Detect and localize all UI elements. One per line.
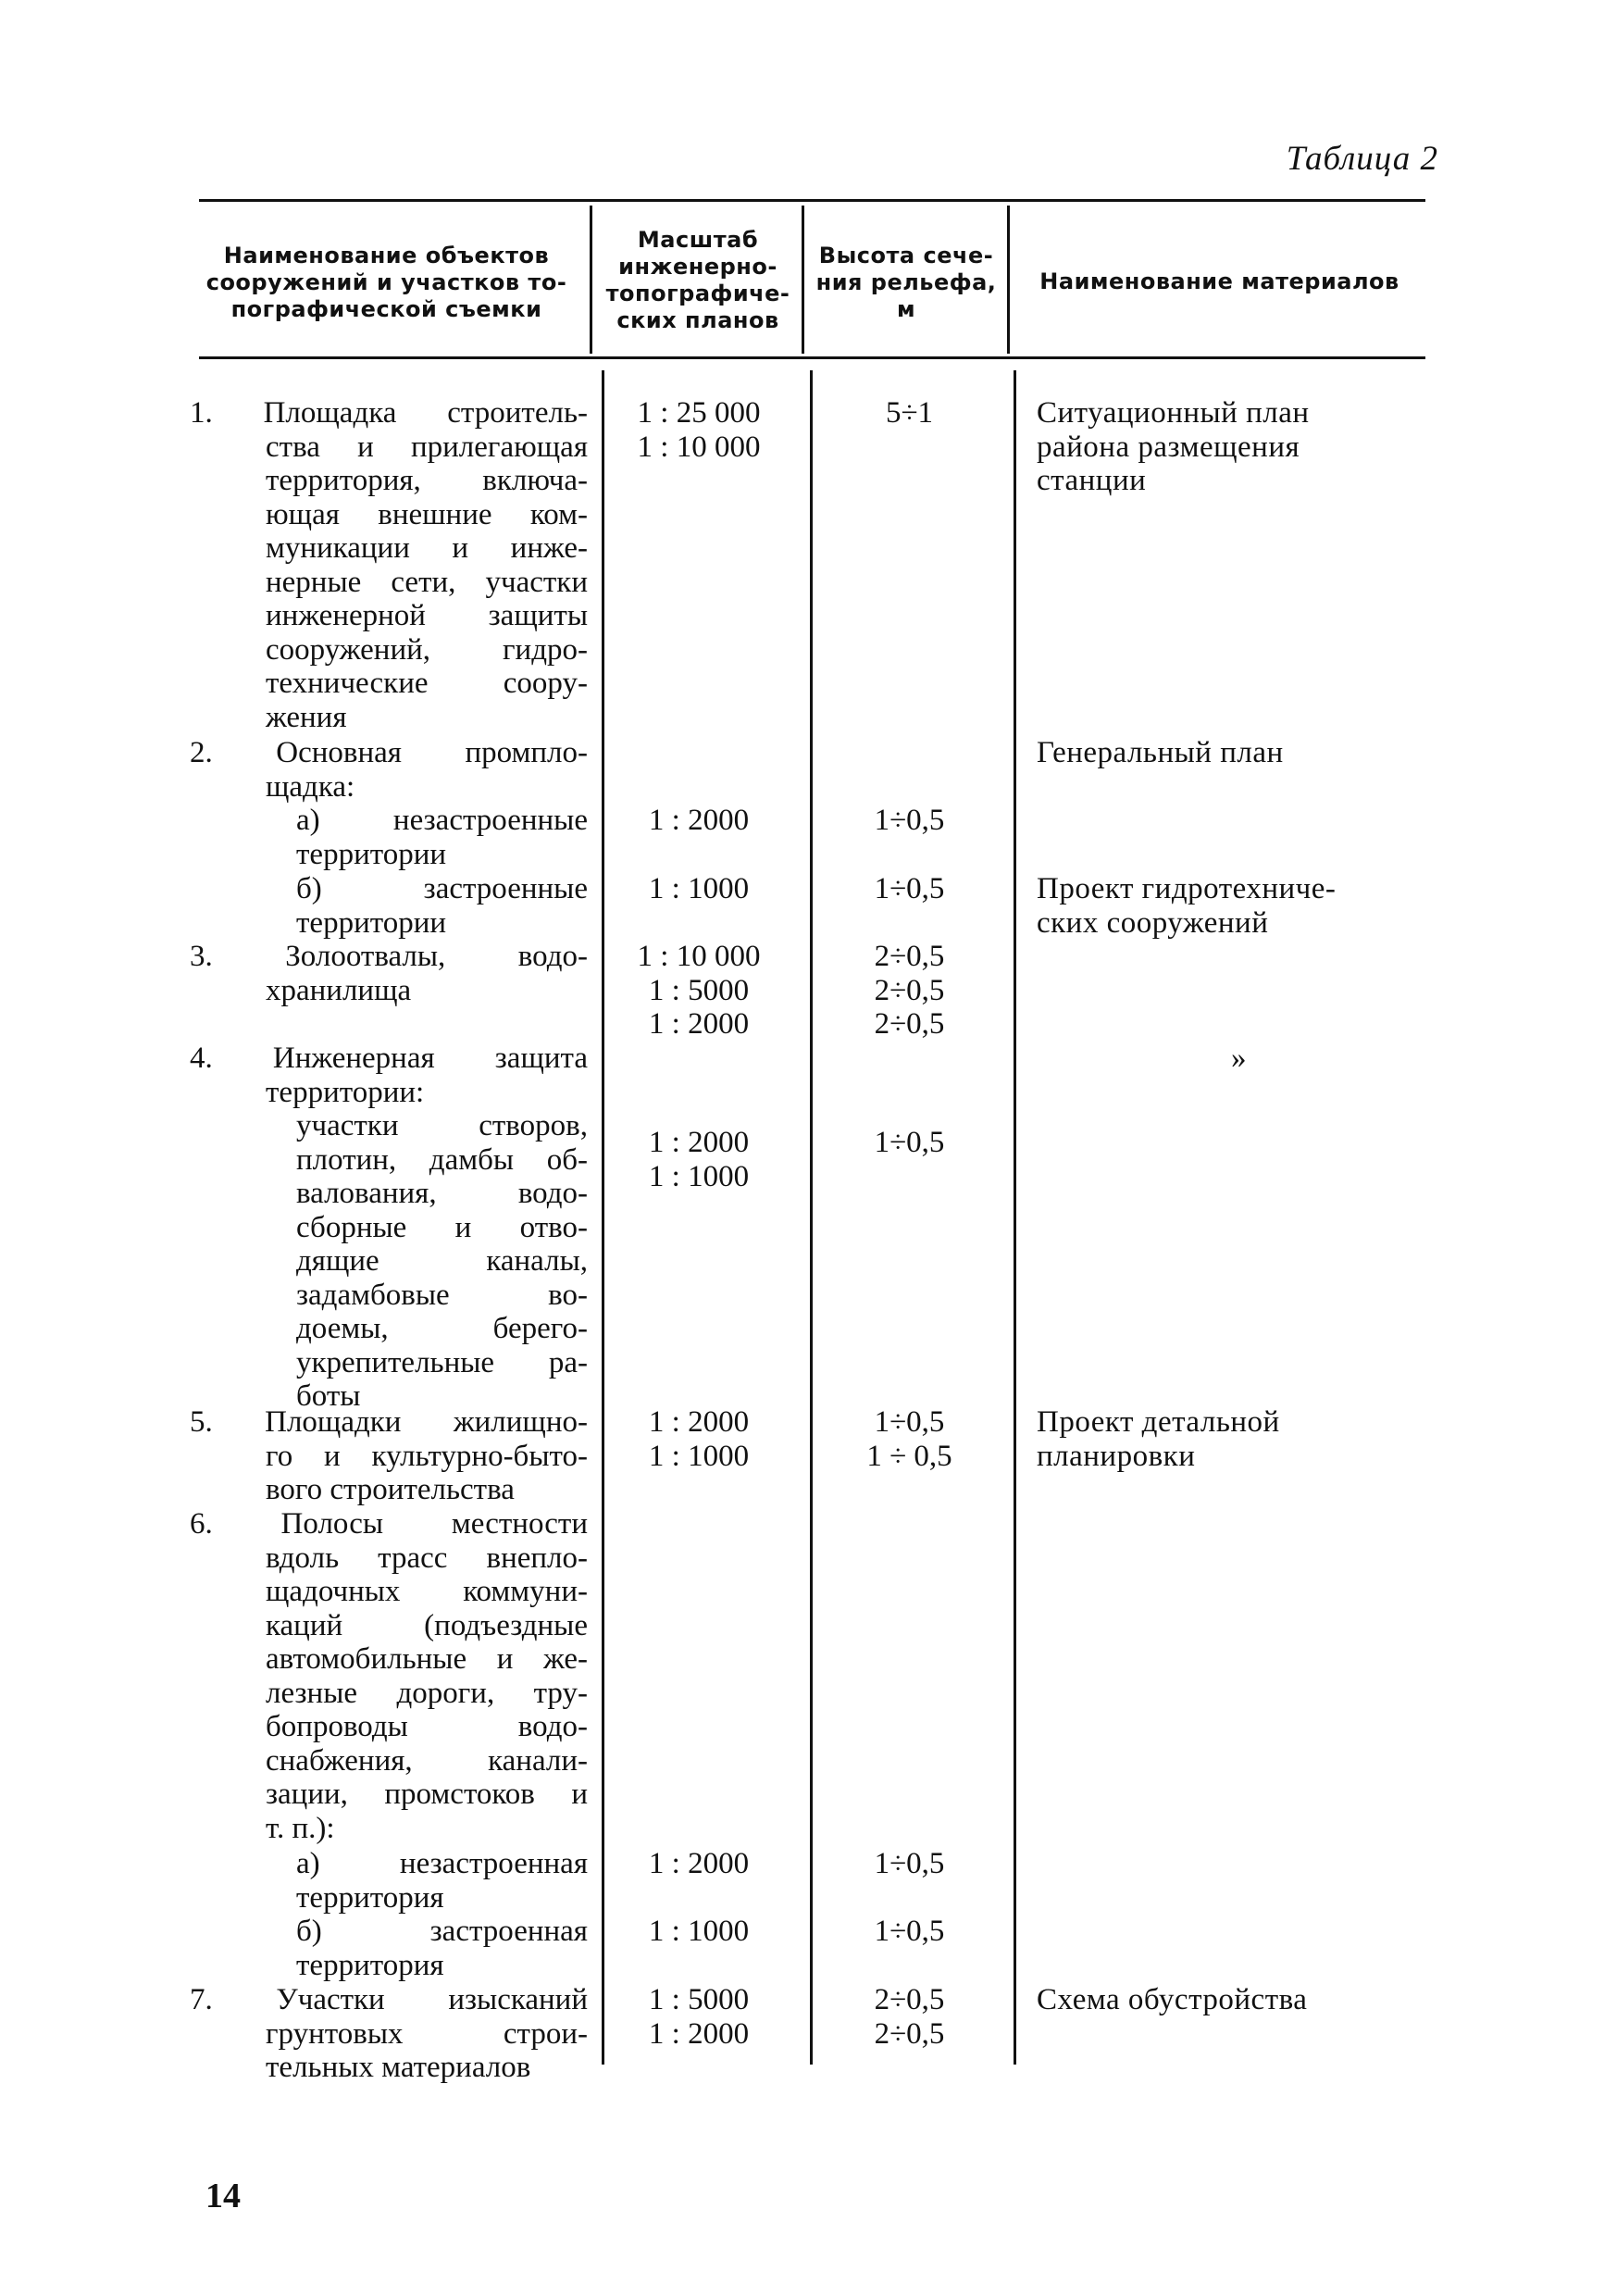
object-name-line: вого строительства	[266, 1473, 515, 1506]
header-rule	[199, 356, 1425, 359]
page-number: 14	[205, 2177, 241, 2215]
object-name-line: территории	[296, 905, 447, 940]
object-name-line: 7. Участки изысканий	[190, 1983, 588, 2016]
object-name-line: 6. Полосы местности	[190, 1507, 588, 1541]
object-name-line: тельных материалов	[266, 2051, 531, 2084]
header-separator-3	[1007, 206, 1010, 354]
material-name: Проект детальной планировки	[1037, 1405, 1280, 1473]
object-name-line: б) застроенная	[296, 1915, 588, 1948]
relief-height-value: 1÷0,5	[874, 1126, 945, 1160]
object-name-line: щадочных коммуни-	[266, 1575, 588, 1608]
object-name-line: жения	[266, 700, 347, 734]
object-name	[190, 736, 588, 804]
scale-value: 1 : 1000	[648, 872, 750, 905]
object-name-line: боты	[296, 1379, 361, 1413]
object-name-line: нерные сети, участки	[266, 565, 588, 599]
object-name-line: инженерной защиты	[266, 599, 588, 632]
header-separator-1	[590, 206, 592, 354]
object-name-line: 2. Основная промпло-	[190, 736, 588, 769]
object-name-line: щадка:	[266, 769, 355, 804]
object-name-line: зации, промстоков и	[266, 1778, 588, 1811]
object-name-line: территория, включа-	[266, 464, 588, 497]
object-name	[190, 1847, 588, 1915]
object-name-line: ющая внешние ком-	[266, 497, 588, 531]
material-name: Ситуационный план района размещения станции	[1037, 396, 1310, 497]
header-scale: Масштаб инженерно- топографиче- ских планов	[605, 227, 790, 333]
relief-height-value: 2÷0,5 2÷0,5	[874, 1983, 945, 2051]
object-name-line: задамбовые во-	[296, 1278, 588, 1312]
object-name-line: хранилища	[266, 973, 412, 1007]
scale-value: 1 : 10 000 1 : 5000 1 : 2000	[637, 940, 761, 1041]
object-name	[190, 1507, 588, 1845]
object-name-line: каций (подъездные	[266, 1608, 588, 1642]
object-name-line: т. п.):	[266, 1811, 335, 1845]
object-name-line: грунтовых строи-	[266, 2016, 588, 2051]
material-name: Проект гидротехниче- ских сооружений	[1037, 872, 1337, 940]
object-name	[190, 1405, 588, 1507]
top-rule	[199, 199, 1425, 202]
object-name-line: ства и прилегающая	[266, 430, 588, 464]
object-name-line: сооружений, гидро-	[266, 632, 588, 667]
object-name-line: доемы, берего-	[296, 1312, 588, 1345]
object-name-line: территории:	[266, 1075, 425, 1109]
column-separator-2	[810, 370, 813, 2065]
object-name-line: дящие каналы,	[296, 1244, 588, 1278]
object-name-line: 4. Инженерная защита	[190, 1042, 588, 1075]
object-name-line: муникации и инже-	[266, 531, 588, 565]
object-name-line: территории	[296, 837, 447, 871]
object-name-line: участки створов,	[296, 1109, 588, 1142]
relief-height-value: 1÷0,5	[874, 804, 945, 837]
header-materials: Наименование материалов	[1039, 268, 1399, 294]
object-name	[190, 872, 588, 940]
scale-value: 1 : 2000	[648, 1847, 750, 1880]
object-name	[190, 396, 588, 734]
object-name-line: плотин, дамбы об-	[296, 1142, 588, 1177]
object-name	[190, 804, 588, 871]
object-name-line: технические соору-	[266, 667, 588, 700]
object-name-line: а) незастроенные	[296, 804, 588, 837]
scale-value: 1 : 2000 1 : 1000	[648, 1405, 750, 1473]
material-name: Генеральный план	[1037, 736, 1284, 769]
header-objects: Наименование объектов сооружений и участков то- пографической съемки	[205, 243, 567, 322]
material-name: Схема обустройства	[1037, 1983, 1308, 2016]
relief-height-value: 1÷0,5	[874, 1847, 945, 1880]
object-name-line: территория	[296, 1880, 444, 1915]
object-name-line: 1. Площадка строитель-	[190, 396, 588, 430]
scale-value: 1 : 5000 1 : 2000	[648, 1983, 750, 2051]
object-name	[190, 1983, 588, 2085]
scale-value: 1 : 2000	[648, 804, 750, 837]
object-name-line: б) застроенные	[296, 872, 588, 905]
scale-value: 1 : 1000	[648, 1915, 750, 1948]
object-name-line: лезные дороги, тру-	[266, 1676, 588, 1710]
header-separator-2	[802, 206, 804, 354]
object-name-line: территория	[296, 1948, 444, 1982]
relief-height-value: 1÷0,5	[874, 872, 945, 905]
scale-value: 1 : 25 000 1 : 10 000	[637, 396, 761, 464]
object-name-line: снабжения, канали-	[266, 1743, 588, 1778]
object-name	[190, 940, 588, 1007]
relief-height-value: 1÷0,5 1 ÷ 0,5	[866, 1405, 952, 1473]
object-name-line: а) незастроенная	[296, 1847, 588, 1880]
object-name-line: 3. Золоотвалы, водо-	[190, 940, 588, 973]
object-name-line: 5. Площадки жилищно-	[190, 1405, 588, 1439]
relief-height-value: 2÷0,5 2÷0,5 2÷0,5	[874, 940, 945, 1041]
object-name-line: бопроводы водо-	[266, 1710, 588, 1743]
table-caption: Таблица 2	[1286, 140, 1438, 178]
object-name-line: го и культурно-быто-	[266, 1439, 588, 1473]
object-name-line: вдоль трасс внепло-	[266, 1541, 588, 1575]
object-name-line: сборные и отво-	[296, 1210, 588, 1244]
column-separator-3	[1014, 370, 1016, 2065]
object-name	[190, 1042, 588, 1414]
material-name: »	[1231, 1042, 1247, 1075]
object-name-line: автомобильные и же-	[266, 1642, 588, 1676]
header-relief-height: Высота сече- ния рельефа, м	[815, 243, 997, 322]
scale-value: 1 : 2000 1 : 1000	[648, 1126, 750, 1193]
column-separator-1	[602, 370, 604, 2065]
relief-height-value: 1÷0,5	[874, 1915, 945, 1948]
object-name-line: укрепительные ра-	[296, 1345, 588, 1379]
relief-height-value: 5÷1	[885, 396, 934, 430]
object-name-line: валования, водо-	[296, 1177, 588, 1210]
object-name	[190, 1915, 588, 1982]
